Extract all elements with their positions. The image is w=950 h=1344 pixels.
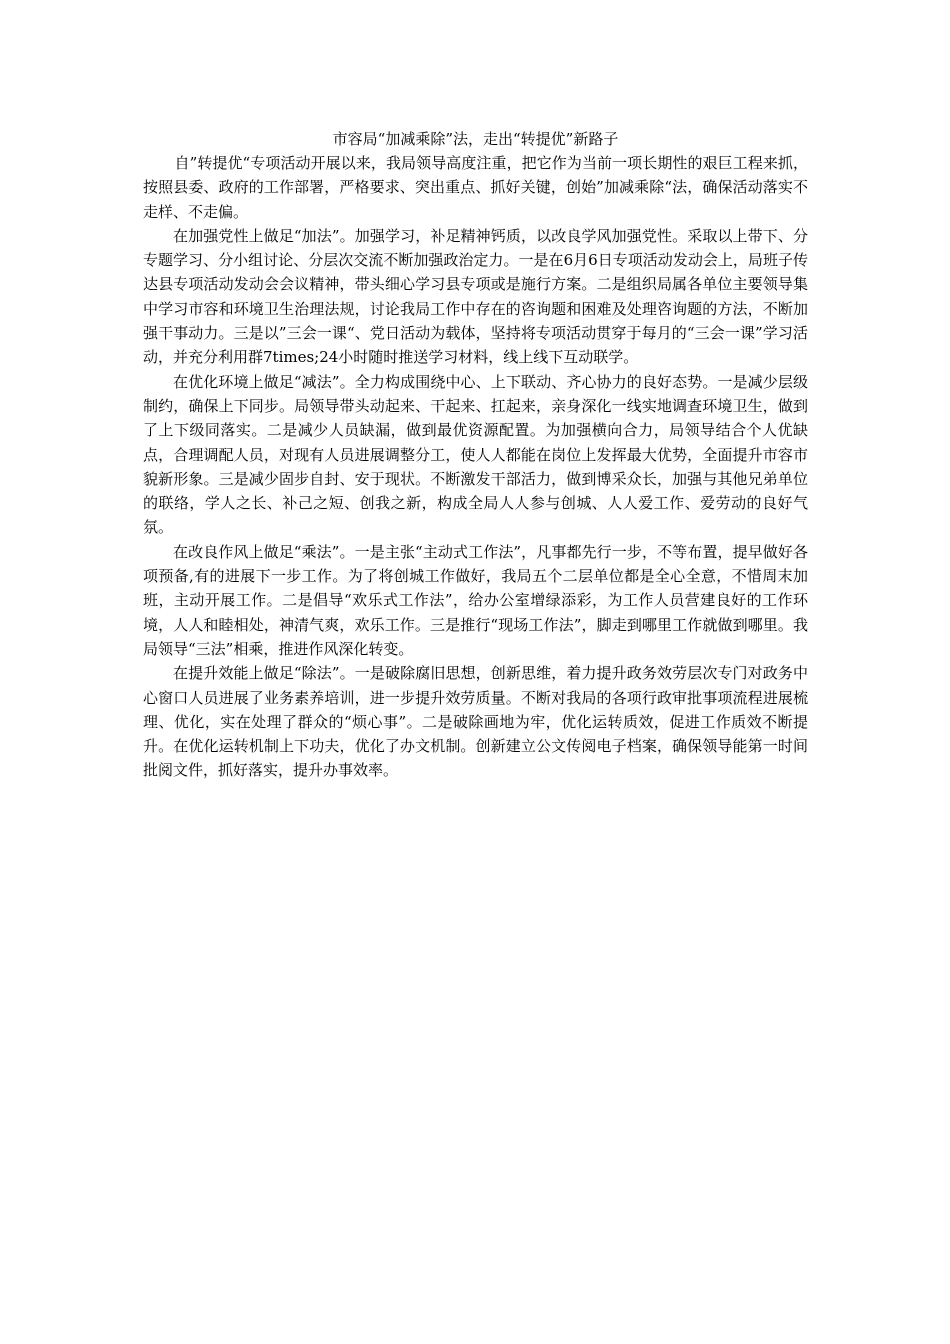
paragraph-division: 在提升效能上做足“除法”。一是破除腐旧思想，创新思维，着力提升政务效劳层次专门对政务中心窗口人员进展了业务素养培训，进一步提升效劳质量。不断对我局的各项行政审批事项流程进展梳理、优化，实在处理了群众的“烦心事”。二是破除画地为牢，优化运转质效，促进工作质效不断提升。在优化运转机制上下功夫，优化了办文机制。创新建立公文传阅电子档案，确保领导能第一时间批阅文件，抓好落实，提升办事效率。 <box>143 664 808 780</box>
paragraph-subtraction: 在优化环境上做足“减法”。全力构成围绕中心、上下联动、齐心协力的良好态势。一是减少层级制约，确保上下同步。局领导带头动起来、干起来、扛起来，亲身深化一线实地调查环境卫生，做到了上下级同落实。二是减少人员缺漏，做到最优资源配置。为加强横向合力，局领导结合个人优缺点，合理调配人员，对现有人员进展调整分工，使人人都能在岗位上发挥最大优势，全面提升市容市貌新形象。三是减少固步自封、安于现状。不断激发干部活力，做到博采众长，加强与其他兄弟单位的联络，学人之长、补己之短、创我之新，构成全局人人参与创城、人人爱工作、爱劳动的良好气氛。 <box>143 372 808 537</box>
paragraph-multiplication: 在改良作风上做足“乘法”。一是主张“主动式工作法”，凡事都先行一步，不等布置，提早做好各项预备,有的进展下一步工作。为了将创城工作做好，我局五个二层单位都是全心全意，不惜周末加班，主动开展工作。二是倡导“欢乐式工作法”，给办公室增绿添彩，为工作人员营建良好的工作环境，人人和睦相处，神清气爽，欢乐工作。三是推行“现场工作法”，脚走到哪里工作就做到哪里。我局领导“三法”相乘，推进作风深化转变。 <box>143 542 808 658</box>
paragraph-intro: 自”转提优“专项活动开展以来，我局领导高度注重，把它作为当前一项长期性的艰巨工程来抓，按照县委、政府的工作部署，严格要求、突出重点、抓好关键，创始”加减乘除“法，确保活动落实不走样、不走偏。 <box>143 154 808 221</box>
document-title: 市容局“加减乘除”法，走出“转提优”新路子 <box>332 130 619 148</box>
document-page <box>143 127 808 783</box>
paragraph-addition: 在加强党性上做足“加法”。加强学习，补足精神钙质，以改良学风加强党性。采取以上带下、分专题学习、分小组讨论、分层次交流不断加强政治定力。一是在6月6日专项活动发动会上，局班子传达县专项活动发动会会议精神，带头细心学习县专项或是施行方案。二是组织局属各单位主要领导集中学习市容和环境卫生治理法规，讨论我局工作中存在的咨询题和困难及处理咨询题的方法，不断加强干事动力。三是以”三会一课“、党日活动为载体，坚持将专项活动贯穿于每月的“三会一课”学习活动，并充分利用群7times;24小时随时推送学习材料，线上线下互动联学。 <box>143 226 808 367</box>
